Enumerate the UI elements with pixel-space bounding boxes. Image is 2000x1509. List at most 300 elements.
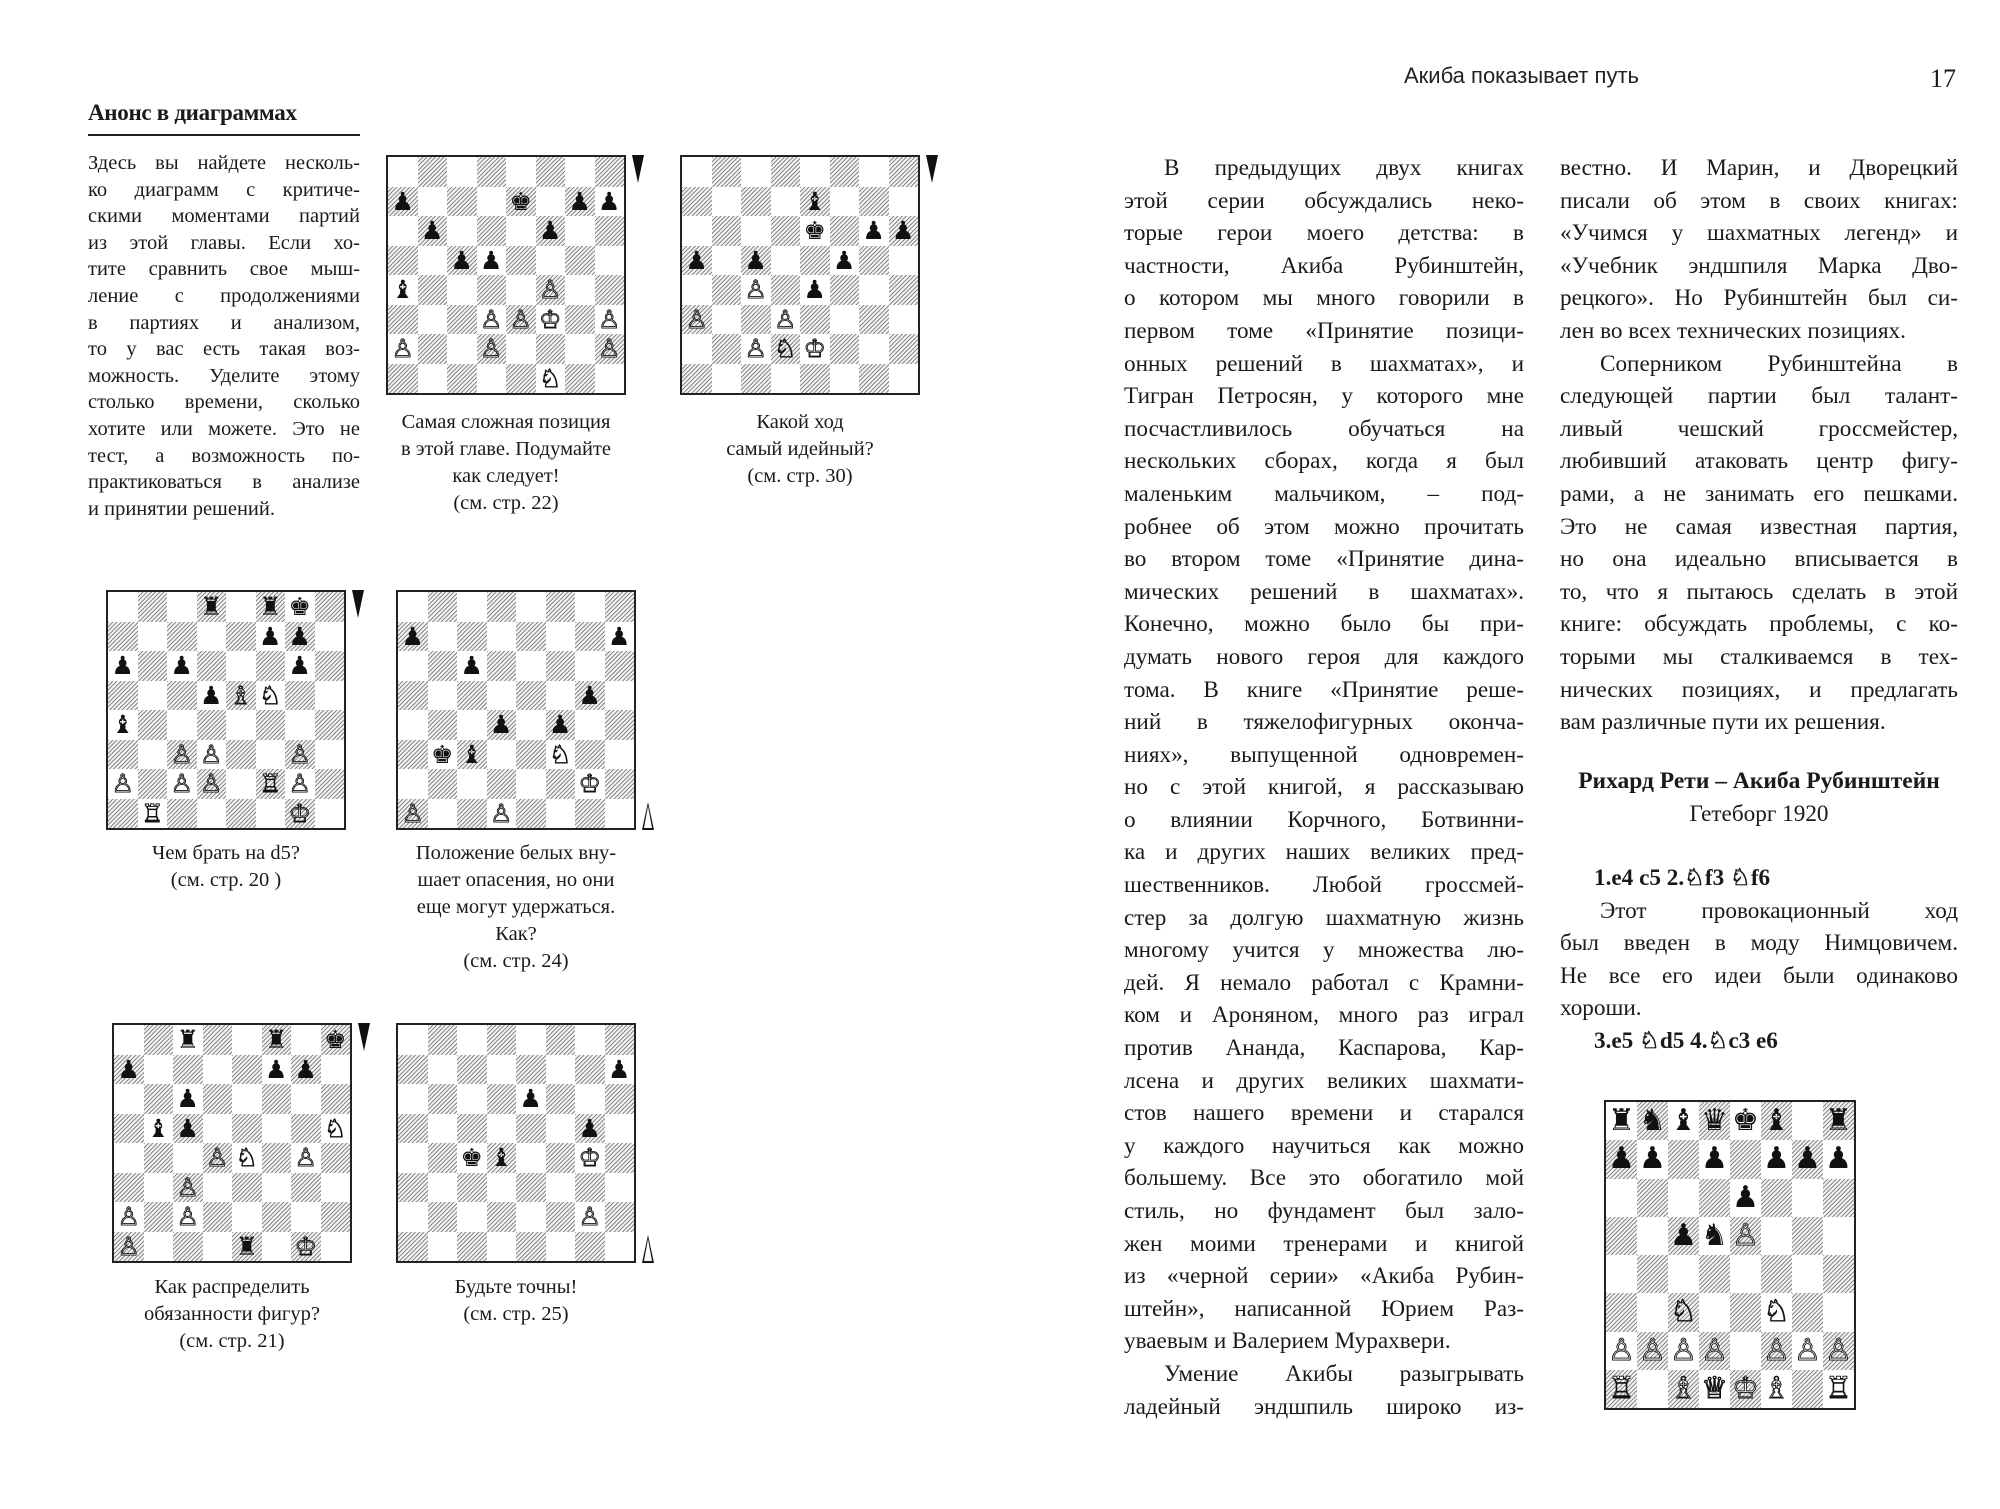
- caption-line: (см. стр. 22): [453, 492, 559, 514]
- board-square: [321, 1173, 351, 1203]
- board-square: [1637, 1140, 1668, 1178]
- black-bishop-icon: ♝: [147, 1113, 170, 1143]
- board-square: [321, 1055, 351, 1085]
- board-square: [506, 216, 536, 246]
- intro-line: скими моментами партий: [88, 205, 360, 228]
- text-line: ниях», выпущенной одновремен-: [1124, 741, 1524, 768]
- board-square: [506, 275, 536, 305]
- intro-line: ление с продолжениями: [88, 284, 360, 307]
- board-square: [605, 710, 635, 740]
- board-square: [741, 157, 771, 187]
- board-square: [418, 275, 448, 305]
- black-to-move-icon: [926, 155, 938, 183]
- board-square: [536, 157, 566, 187]
- text-line: онных решений в шахматах», и: [1124, 350, 1524, 377]
- board-square: [197, 651, 227, 681]
- board-square: [388, 364, 418, 394]
- text-line: частности, Акиба Рубинштейн,: [1124, 252, 1524, 279]
- board-square: [428, 1143, 458, 1173]
- board-square: [315, 651, 345, 681]
- intro-line: тите сравнить свое мыш-: [88, 258, 360, 281]
- board-square: [595, 305, 625, 335]
- white-pawn-icon: ♙: [685, 304, 708, 334]
- board-square: [800, 246, 830, 276]
- board-square: [167, 622, 197, 652]
- board-square: [144, 1202, 174, 1232]
- game-title: Рихард Рети – Акиба Рубинштейн: [1578, 768, 1940, 794]
- board-square: [256, 740, 286, 770]
- text-line: шественников. Любой гроссмей-: [1124, 872, 1524, 899]
- board-square: [262, 1055, 292, 1085]
- board-square: [418, 216, 448, 246]
- black-bishop-icon: ♝: [111, 710, 134, 740]
- board-square: [1606, 1102, 1637, 1140]
- board-square: [830, 334, 860, 364]
- board-square: [546, 1055, 576, 1085]
- caption-line: еще могут удержаться.: [416, 896, 616, 918]
- board-square: [203, 1025, 233, 1055]
- board-square: [889, 334, 919, 364]
- board-square: [108, 651, 138, 681]
- board-square: [1699, 1140, 1730, 1178]
- text-line: вестно. И Марин, и Дворецкий: [1560, 155, 1958, 181]
- board-square: [398, 592, 428, 622]
- board-square: [830, 305, 860, 335]
- board-square: [173, 1202, 203, 1232]
- board-square: [1668, 1255, 1699, 1293]
- board-square: [291, 1084, 321, 1114]
- white-pawn-icon: ♙: [509, 304, 532, 334]
- board-square: [285, 710, 315, 740]
- board-square: [1730, 1370, 1761, 1408]
- board-square: [595, 246, 625, 276]
- board-square: [771, 275, 801, 305]
- board-square: [575, 799, 605, 829]
- white-knight-icon: ♘: [549, 739, 572, 769]
- white-king-icon: ♔: [578, 1143, 601, 1173]
- board-square: [321, 1143, 351, 1173]
- text-line: против Ананда, Каспарова, Кар-: [1124, 1035, 1524, 1062]
- board-square: [487, 651, 517, 681]
- intro-line: хотите или можете. Это не: [88, 417, 360, 440]
- white-pawn-icon: ♙: [598, 304, 621, 334]
- text-line: лсена и других великих шахмати-: [1124, 1067, 1524, 1094]
- board-square: [536, 246, 566, 276]
- board-square: [487, 622, 517, 652]
- white-bishop-icon: ♗: [229, 680, 252, 710]
- board-square: [285, 622, 315, 652]
- black-pawn-icon: ♟: [1608, 1141, 1635, 1177]
- board-square: [398, 622, 428, 652]
- board-square: [398, 1055, 428, 1085]
- black-pawn-icon: ♟: [288, 651, 311, 681]
- diagram-caption: [650, 409, 950, 490]
- board-square: [144, 1084, 174, 1114]
- caption-line: шает опасения, но они: [417, 869, 615, 891]
- board-square: [457, 799, 487, 829]
- running-header: Акиба показывает путь: [1404, 63, 1639, 88]
- board-square: [108, 769, 138, 799]
- moves-block: [1560, 862, 1958, 1058]
- board-square: [114, 1084, 144, 1114]
- text-line: во втором томе «Принятие дина-: [1124, 546, 1524, 573]
- board-square: [487, 1114, 517, 1144]
- board-square: [830, 275, 860, 305]
- white-bishop-icon: ♗: [1763, 1370, 1790, 1406]
- board-square: [1730, 1217, 1761, 1255]
- board-square: [114, 1173, 144, 1203]
- board-square: [1792, 1255, 1823, 1293]
- black-pawn-icon: ♟: [608, 621, 631, 651]
- board-square: [138, 769, 168, 799]
- board-square: [1823, 1140, 1854, 1178]
- white-pawn-icon: ♙: [288, 769, 311, 799]
- board-square: [1637, 1217, 1668, 1255]
- board-square: [800, 275, 830, 305]
- board-square: [889, 187, 919, 217]
- board-square: [516, 1055, 546, 1085]
- board-square: [262, 1143, 292, 1173]
- board-square: [1730, 1179, 1761, 1217]
- white-pawn-icon: ♙: [294, 1143, 317, 1173]
- black-pawn-icon: ♟: [1670, 1217, 1697, 1253]
- text-line: «Учимся у шахматных легенд» и: [1560, 220, 1958, 247]
- board-square: [516, 710, 546, 740]
- text-line: уваевым и Валерием Мурахвери.: [1124, 1328, 1451, 1355]
- text-line: Умение Акибы разыгрывать: [1164, 1360, 1524, 1387]
- black-pawn-icon: ♟: [480, 245, 503, 275]
- board-square: [203, 1173, 233, 1203]
- board-square: [167, 592, 197, 622]
- board-square: [1761, 1179, 1792, 1217]
- board-square: [447, 364, 477, 394]
- text-line: ком и Ароняном, много раз играл: [1124, 1002, 1524, 1029]
- white-pawn-icon: ♙: [774, 304, 797, 334]
- board-square: [1761, 1370, 1792, 1408]
- board-square: [232, 1114, 262, 1144]
- board-square: [487, 1202, 517, 1232]
- black-pawn-icon: ♟: [608, 1054, 631, 1084]
- board-square: [428, 1055, 458, 1085]
- board-square: [173, 1173, 203, 1203]
- board-square: [428, 1202, 458, 1232]
- board-square: [565, 216, 595, 246]
- board-square: [457, 1143, 487, 1173]
- section-title-rule: [88, 134, 360, 136]
- white-pawn-icon: ♙: [578, 1202, 601, 1232]
- board-square: [1668, 1293, 1699, 1331]
- board-square: [108, 740, 138, 770]
- board-square: [1823, 1255, 1854, 1293]
- board-square: [1761, 1102, 1792, 1140]
- board-square: [682, 334, 712, 364]
- board-square: [447, 157, 477, 187]
- board-square: [800, 216, 830, 246]
- board-square: [487, 1055, 517, 1085]
- white-king-icon: ♔: [578, 769, 601, 799]
- black-pawn-icon: ♟: [685, 245, 708, 275]
- board-square: [506, 334, 536, 364]
- text-line: маленьким мальчиком, – под-: [1124, 480, 1524, 507]
- board-square: [859, 216, 889, 246]
- board-square: [741, 187, 771, 217]
- board-square: [457, 622, 487, 652]
- caption-line: самый идейный?: [726, 438, 874, 460]
- white-pawn-icon: ♙: [391, 334, 414, 364]
- board-square: [262, 1173, 292, 1203]
- board-square: [1668, 1332, 1699, 1370]
- text-line: стиль, но фундамент был зало-: [1124, 1198, 1524, 1224]
- board-square: [1606, 1255, 1637, 1293]
- board-square: [712, 334, 742, 364]
- black-pawn-icon: ♟: [176, 1113, 199, 1143]
- board-square: [712, 216, 742, 246]
- board-square: [398, 1114, 428, 1144]
- board-square: [859, 305, 889, 335]
- board-square: [398, 1202, 428, 1232]
- black-pawn-icon: ♟: [549, 710, 572, 740]
- board-square: [418, 305, 448, 335]
- black-to-move-icon: [632, 155, 644, 183]
- text-line: Конечно, можно было бы при-: [1124, 611, 1524, 638]
- board-square: [226, 740, 256, 770]
- board-square: [1792, 1370, 1823, 1408]
- black-pawn-icon: ♟: [598, 186, 621, 216]
- text-line: дей. Я немало работал с Крамни-: [1124, 969, 1524, 996]
- board-square: [285, 740, 315, 770]
- text-line: штейн», написанной Юрием Раз-: [1124, 1295, 1524, 1322]
- board-square: [771, 157, 801, 187]
- board-square: [262, 1232, 292, 1262]
- board-square: [712, 157, 742, 187]
- text-line: рецкого». Но Рубинштейн был си-: [1560, 285, 1958, 312]
- board-square: [203, 1114, 233, 1144]
- text-line: о влиянии Корчного, Ботвинни-: [1124, 806, 1524, 833]
- caption-line: (см. стр. 24): [463, 950, 569, 972]
- caption-line: Какой ход: [756, 411, 844, 433]
- text-line: о котором мы много говорили в: [1124, 285, 1524, 312]
- board-square: [173, 1143, 203, 1173]
- white-king-icon: ♔: [539, 304, 562, 334]
- text-line: ний в тяжелофигурных оконча-: [1124, 709, 1524, 736]
- board-square: [565, 187, 595, 217]
- board-square: [232, 1232, 262, 1262]
- black-pawn-icon: ♟: [578, 680, 601, 710]
- board-square: [800, 364, 830, 394]
- board-square: [203, 1055, 233, 1085]
- board-square: [428, 1114, 458, 1144]
- board-square: [830, 246, 860, 276]
- board-square: [516, 681, 546, 711]
- black-pawn-icon: ♟: [539, 216, 562, 246]
- text-column-2: [1560, 152, 1958, 739]
- board-square: [138, 799, 168, 829]
- black-pawn-icon: ♟: [1732, 1179, 1759, 1215]
- board-square: [595, 364, 625, 394]
- intro-line: можность. Уделите этому: [88, 364, 360, 387]
- board-square: [108, 710, 138, 740]
- white-knight-icon: ♘: [1763, 1294, 1790, 1330]
- board-square: [889, 157, 919, 187]
- board-square: [256, 799, 286, 829]
- board-square: [173, 1055, 203, 1085]
- white-pawn-icon: ♙: [1670, 1332, 1697, 1368]
- white-king-icon: ♔: [1732, 1370, 1759, 1406]
- board-square: [506, 364, 536, 394]
- board-square: [1699, 1179, 1730, 1217]
- board-square: [197, 799, 227, 829]
- board-square: [1699, 1255, 1730, 1293]
- board-square: [682, 305, 712, 335]
- white-king-icon: ♔: [803, 334, 826, 364]
- board-square: [418, 187, 448, 217]
- board-square: [536, 305, 566, 335]
- black-pawn-icon: ♟: [1701, 1141, 1728, 1177]
- board-square: [262, 1202, 292, 1232]
- board-square: [536, 334, 566, 364]
- board-square: [418, 334, 448, 364]
- diagram-caption: [366, 840, 666, 975]
- board-square: [889, 216, 919, 246]
- board-square: [1637, 1332, 1668, 1370]
- board-square: [428, 799, 458, 829]
- board-square: [167, 769, 197, 799]
- moves-line-1: 1.e4 c5 2.♘f3 ♘f6: [1594, 865, 1771, 891]
- board-square: [447, 305, 477, 335]
- white-knight-icon: ♘: [1670, 1294, 1697, 1330]
- text-line: лен во всех технических позициях.: [1560, 317, 1906, 344]
- board-square: [232, 1055, 262, 1085]
- board-square: [546, 1143, 576, 1173]
- board-square: [859, 187, 889, 217]
- board-square: [457, 1173, 487, 1203]
- chess-diagram: [386, 155, 626, 395]
- caption-line: (см. стр. 21): [179, 1330, 285, 1352]
- board-square: [315, 622, 345, 652]
- chess-diagram: [396, 1023, 636, 1263]
- board-square: [138, 710, 168, 740]
- board-square: [830, 157, 860, 187]
- board-square: [144, 1173, 174, 1203]
- diagram-caption: [76, 840, 376, 894]
- white-to-move-icon: [642, 1235, 654, 1263]
- board-square: [226, 769, 256, 799]
- black-pawn-icon: ♟: [803, 275, 826, 305]
- text-line: тома. В книге «Принятие реше-: [1124, 676, 1524, 703]
- black-pawn-icon: ♟: [1639, 1141, 1666, 1177]
- board-square: [388, 216, 418, 246]
- black-pawn-icon: ♟: [176, 1084, 199, 1114]
- board-square: [1606, 1179, 1637, 1217]
- board-square: [605, 769, 635, 799]
- board-square: [516, 799, 546, 829]
- text-line: Это не самая известная партия,: [1560, 513, 1958, 540]
- intro-line: тест, а возможность по-: [88, 444, 360, 467]
- text-line: посчастливилось обучаться на: [1124, 415, 1524, 442]
- board-square: [516, 740, 546, 770]
- white-pawn-icon: ♙: [170, 739, 193, 769]
- board-square: [226, 651, 256, 681]
- caption-line: Самая сложная позиция: [401, 411, 611, 433]
- black-bishop-icon: ♝: [1670, 1103, 1697, 1139]
- intro-line: столько времени, сколько: [88, 391, 360, 414]
- board-square: [516, 1025, 546, 1055]
- black-king-icon: ♚: [288, 592, 311, 622]
- black-pawn-icon: ♟: [1763, 1141, 1790, 1177]
- board-square: [889, 305, 919, 335]
- black-pawn-icon: ♟: [1825, 1141, 1852, 1177]
- board-square: [575, 1173, 605, 1203]
- board-square: [605, 1055, 635, 1085]
- board-square: [830, 216, 860, 246]
- white-pawn-icon: ♙: [480, 334, 503, 364]
- caption-line: Как?: [495, 923, 537, 945]
- board-square: [1699, 1217, 1730, 1255]
- board-square: [516, 651, 546, 681]
- board-square: [285, 651, 315, 681]
- text-line: нескольких сборах, когда я был: [1124, 448, 1524, 475]
- board-square: [398, 1084, 428, 1114]
- board-square: [595, 157, 625, 187]
- board-square: [291, 1055, 321, 1085]
- board-square: [575, 1232, 605, 1262]
- board-square: [315, 592, 345, 622]
- black-king-icon: ♚: [460, 1143, 483, 1173]
- intro-line: ко диаграмм с критиче-: [88, 178, 360, 201]
- black-king-icon: ♚: [431, 739, 454, 769]
- board-square: [321, 1202, 351, 1232]
- black-pawn-icon: ♟: [568, 186, 591, 216]
- black-king-icon: ♚: [803, 216, 826, 246]
- board-square: [167, 710, 197, 740]
- board-square: [859, 364, 889, 394]
- game-place: Гетеборг 1920: [1689, 801, 1829, 827]
- board-square: [487, 1143, 517, 1173]
- board-square: [741, 275, 771, 305]
- board-square: [575, 769, 605, 799]
- white-pawn-icon: ♙: [744, 334, 767, 364]
- board-square: [1823, 1332, 1854, 1370]
- white-rook-icon: ♖: [259, 769, 282, 799]
- black-king-icon: ♚: [509, 186, 532, 216]
- board-square: [546, 622, 576, 652]
- board-square: [144, 1232, 174, 1262]
- board-square: [1761, 1255, 1792, 1293]
- board-square: [398, 799, 428, 829]
- board-square: [108, 799, 138, 829]
- board-square: [771, 334, 801, 364]
- board-square: [477, 246, 507, 276]
- board-square: [516, 1232, 546, 1262]
- black-pawn-icon: ♟: [460, 651, 483, 681]
- white-pawn-icon: ♙: [200, 739, 223, 769]
- intro-line: практиковаться в анализе: [88, 471, 360, 494]
- caption-line: Будьте точны!: [454, 1276, 578, 1298]
- board-square: [447, 275, 477, 305]
- text-line: торые герои моего детства: в: [1124, 220, 1524, 247]
- diagram-caption: [356, 409, 656, 517]
- board-square: [457, 592, 487, 622]
- caption-line: Как распределить: [154, 1276, 310, 1298]
- board-square: [138, 681, 168, 711]
- board-square: [398, 769, 428, 799]
- board-square: [398, 1025, 428, 1055]
- white-rook-icon: ♖: [1825, 1370, 1852, 1406]
- board-square: [262, 1084, 292, 1114]
- comment-line: Не все его идеи были одинаково: [1560, 962, 1958, 989]
- board-square: [1823, 1293, 1854, 1331]
- black-pawn-icon: ♟: [391, 186, 414, 216]
